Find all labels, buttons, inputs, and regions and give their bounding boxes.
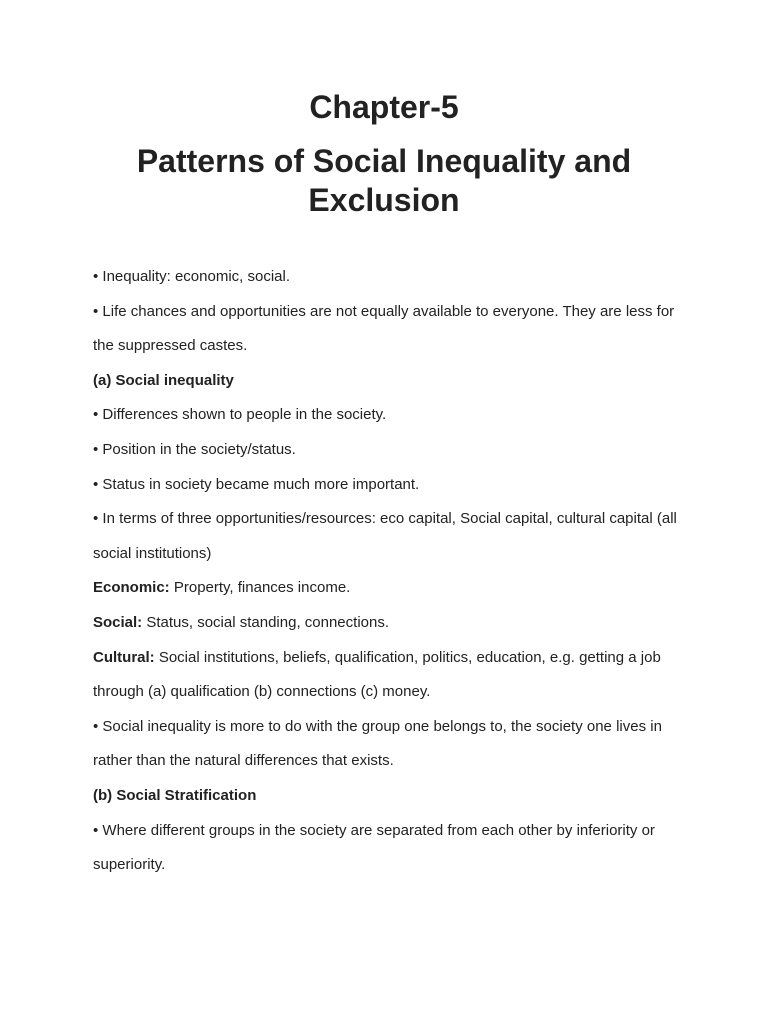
social-paragraph xyxy=(93,606,683,641)
section-heading-social-inequality: (a) Social inequality xyxy=(93,371,234,389)
economic-paragraph xyxy=(93,571,683,606)
chapter-title: Patterns of Social Inequality and Exclusion xyxy=(136,143,632,218)
social-label: Social: xyxy=(93,613,143,631)
bullet-life-chances: • Life chances and opportunities are not equally available to everyone. They are less for the suppressed castes. xyxy=(93,302,675,355)
document-body xyxy=(93,260,683,883)
bullet-position: • Position in the society/status. xyxy=(93,440,296,458)
bullet-differences: • Differences shown to people in the society. xyxy=(93,406,387,424)
bullet-stratification: • Where different groups in the society are separated from each other by inferiority or superiority. xyxy=(93,821,655,874)
bullet-status: • Status in society became much more important. xyxy=(93,475,420,493)
chapter-heading: Chapter-5 xyxy=(309,89,459,125)
economic-label: Economic: xyxy=(93,579,170,597)
cultural-label: Cultural: xyxy=(93,648,155,666)
section-heading-social-stratification: (b) Social Stratification xyxy=(93,786,257,804)
bullet-resources: • In terms of three opportunities/resources: eco capital, Social capital, cultural capital (all social institutions) xyxy=(93,510,677,562)
social-text: Status, social standing, connections. xyxy=(142,613,389,631)
cultural-text: Social institutions, beliefs, qualification, politics, education, e.g. getting a job through (a) qualification (b) connections (c) money. xyxy=(93,648,661,701)
bullet-group-belonging: • Social inequality is more to do with the group one belongs to, the society one lives in rather than the natural differences that exists. xyxy=(93,717,662,770)
economic-text: Property, finances income. xyxy=(169,579,351,597)
bullet-inequality: • Inequality: economic, social. xyxy=(93,268,291,285)
cultural-paragraph xyxy=(93,641,683,710)
